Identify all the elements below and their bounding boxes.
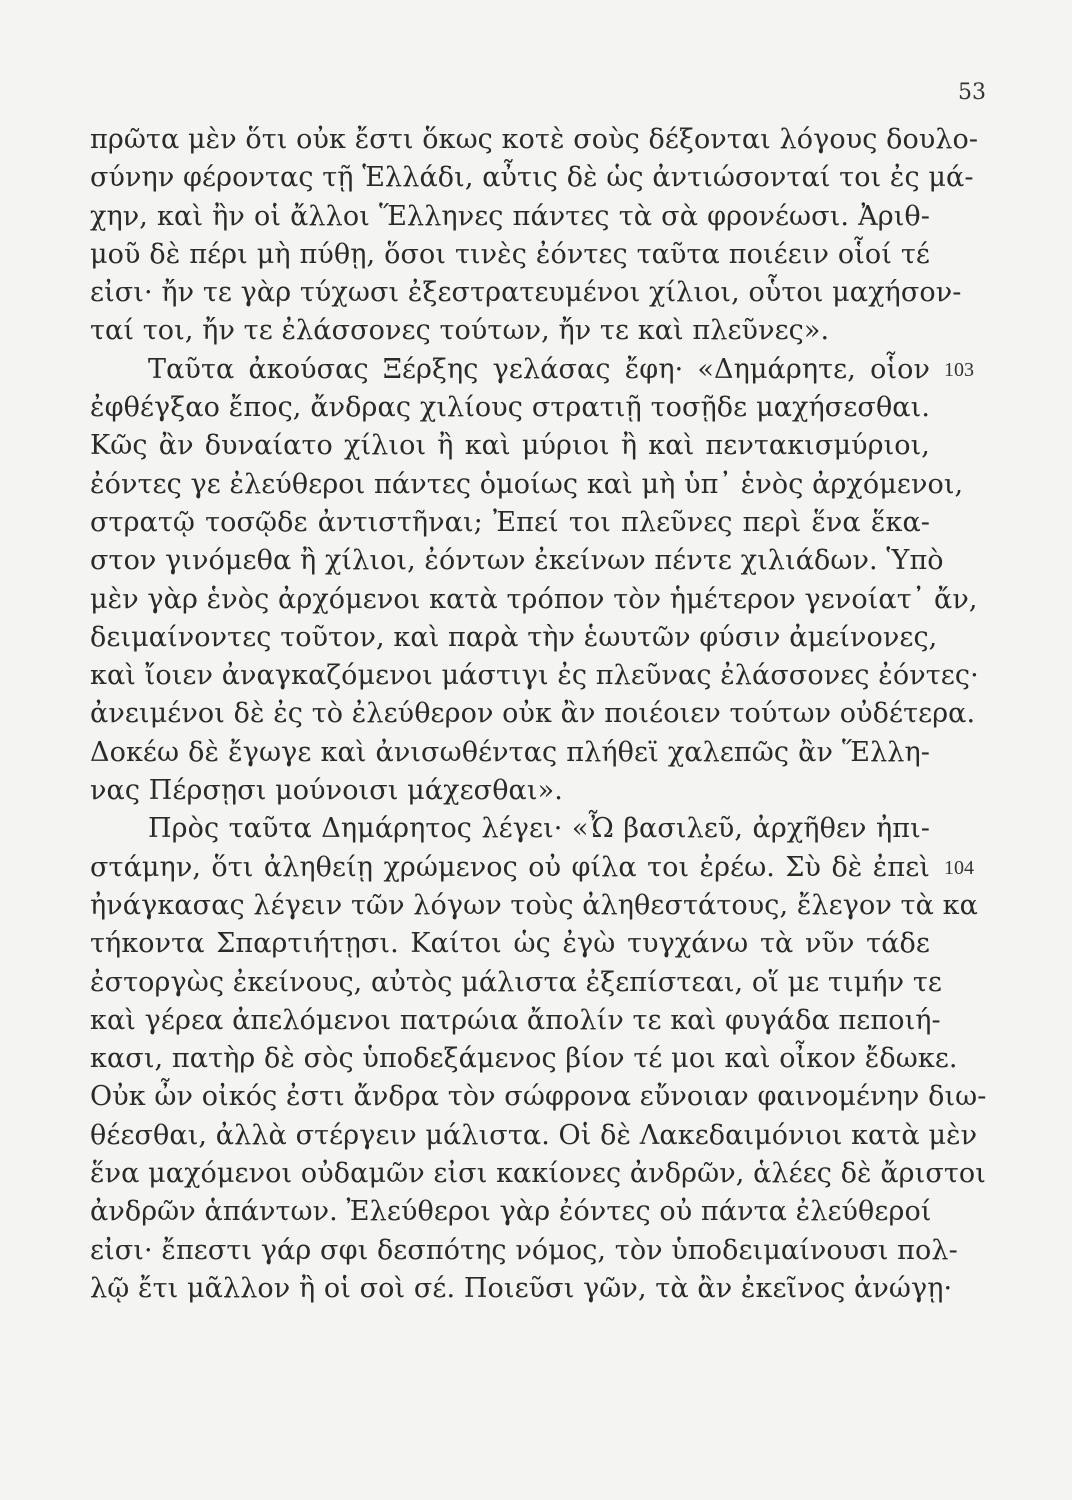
text-line: εἰσι· ἤν τε γὰρ τύχωσι ἐξεστρατευμένοι χίλιοι, οὗτοι μαχήσον- <box>90 277 962 309</box>
text-line: δειμαίνοντες τοῦτον, καὶ παρὰ τὴν ἑωυτῶν φύσιν ἀμείνονες, <box>90 621 938 653</box>
text-line: μὲν γὰρ ἑνὸς ἀρχόμενοι κατὰ τρόπον τὸν ἡμέτερον γενοίατ᾽ ἄν, <box>90 583 978 615</box>
text-line: θέεσθαι, ἀλλὰ στέργειν μάλιστα. Οἱ δὲ Λακεδαιμόνιοι κατὰ μὲν <box>90 1119 978 1151</box>
text-line: πρῶτα μὲν ὅτι οὐκ ἔστι ὅκως κοτὲ σοὺς δέξονται λόγους δουλο- <box>90 124 979 155</box>
text-line: χην, καὶ ἢν οἱ ἄλλοι Ἕλληνες πάντες τὰ σὰ φρονέωσι. Ἀριθ- <box>90 200 930 232</box>
text-line: τήκοντα Σπαρτιήτῃσι. Καίτοι ὡς ἐγὼ τυγχάνω τὰ νῦν τάδε <box>90 928 930 960</box>
text-line: ἠνάγκασας λέγειν τῶν λόγων τοὺς ἀληθεστάτους, ἔλεγον τὰ κα <box>90 889 978 921</box>
text-line: εἰσι· ἔπεστι γάρ σφι δεσπότης νόμος, τὸν ὑποδειμαίνουσι πολ- <box>90 1234 958 1266</box>
text-line: Ταῦτα ἀκούσας Ξέρξης γελάσας ἔφη· «Δημάρητε, οἷον <box>148 353 930 385</box>
text-line: ἕνα μαχόμενοι οὐδαμῶν εἰσι κακίονες ἀνδρῶν, ἁλέες δὲ ἄριστοι <box>90 1158 986 1190</box>
section-number: 104 <box>944 856 974 879</box>
text-line: λῷ ἔτι μᾶλλον ἢ οἱ σοὶ σέ. Ποιεῦσι γῶν, τὰ ἂν ἐκεῖνος ἀνώγῃ· <box>90 1272 953 1304</box>
text-line: ἐφθέγξαο ἔπος, ἄνδρας χιλίους στρατιῇ τοσῇδε μαχήσεσθαι. <box>90 392 930 424</box>
page-number: 53 <box>958 80 986 105</box>
text-line: νας Πέρσῃσι μούνοισι μάχεσθαι». <box>90 775 563 807</box>
text-line: ἀνειμένοι δὲ ἐς τὸ ἐλεύθερον οὐκ ἂν ποιέοιεν τούτων οὐδέτερα. <box>90 698 976 730</box>
text-line: ἀνδρῶν ἁπάντων. Ἐλεύθεροι γὰρ ἐόντες οὐ πάντα ἐλεύθεροί <box>90 1196 932 1228</box>
text-line: κασι, πατὴρ δὲ σὸς ὑποδεξάμενος βίον τέ μοι καὶ οἶκον ἔδωκε. <box>90 1043 958 1075</box>
text-line: ἐόντες γε ἐλεύθεροι πάντες ὁμοίως καὶ μὴ ὑπ᾽ ἑνὸς ἀρχόμενοι, <box>90 468 964 500</box>
text-line: Κῶς ἂν δυναίατο χίλιοι ἢ καὶ μύριοι ἢ καὶ πεντακισμύριοι, <box>90 430 930 462</box>
text-line: μοῦ δὲ πέρι μὴ πύθῃ, ὅσοι τινὲς ἐόντες ταῦτα ποιέειν οἷοί τέ <box>90 238 930 270</box>
text-line: ταί τοι, ἤν τε ἐλάσσονες τούτων, ἤν τε καὶ πλεῦνες». <box>90 315 830 347</box>
text-line: Πρὸς ταῦτα Δημάρητος λέγει· «Ὦ βασιλεῦ, ἀρχῆθεν ἠπι- <box>148 813 930 845</box>
text-line: καὶ ἴοιεν ἀναγκαζόμενοι μάστιγι ἐς πλεῦνας ἐλάσσονες ἐόντες· <box>90 660 979 692</box>
text-line: στάμην, ὅτι ἀληθείῃ χρώμενος οὐ φίλα τοι ἐρέω. Σὺ δὲ ἐπεὶ <box>90 851 930 883</box>
text-line: στον γινόμεθα ἢ χίλιοι, ἐόντων ἐκείνων πέντε χιλιάδων. Ὑπὸ <box>90 545 944 577</box>
text-line: Οὐκ ὦν οἰκός ἐστι ἄνδρα τὸν σώφρονα εὔνοιαν φαινομένην διω- <box>90 1081 987 1113</box>
text-line: στρατῷ τοσῷδε ἀντιστῆναι; Ἐπεί τοι πλεῦνες περὶ ἕνα ἕκα- <box>90 506 930 538</box>
section-number: 103 <box>944 358 974 381</box>
text-line: σύνην φέροντας τῇ Ἑλλάδι, αὖτις δὲ ὡς ἀντιώσονταί τοι ἐς μά- <box>90 162 974 194</box>
text-line: καὶ γέρεα ἀπελόμενοι πατρώια ἄπολίν τε καὶ φυγάδα πεποιή- <box>90 1004 941 1036</box>
text-line: ἐστοργὼς ἐκείνους, αὐτὸς μάλιστα ἐξεπίστεαι, οἵ με τιμήν τε <box>90 966 942 998</box>
text-line: Δοκέω δὲ ἔγωγε καὶ ἀνισωθέντας πλήθεϊ χαλεπῶς ἂν Ἕλλη- <box>90 736 930 768</box>
